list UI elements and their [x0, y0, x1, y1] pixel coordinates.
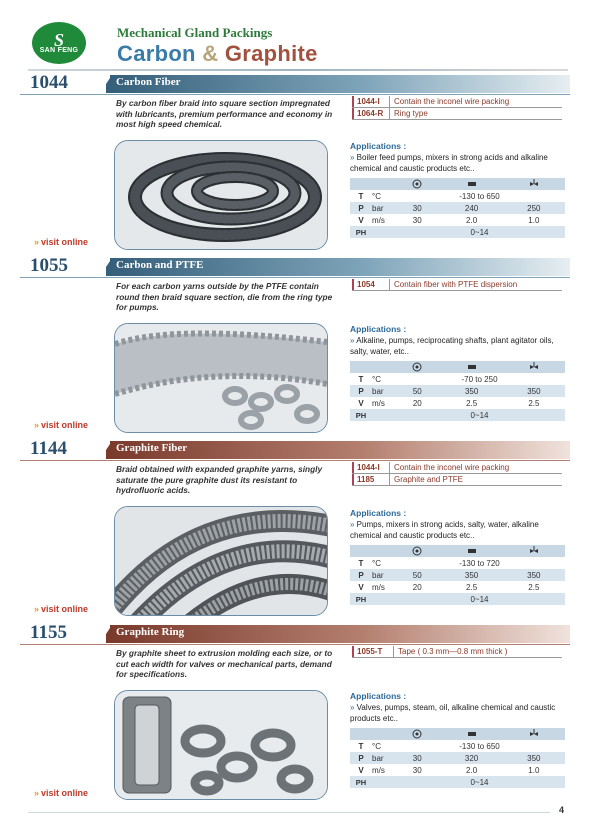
visit-online-link[interactable]: [34, 237, 88, 247]
spec-value: -130 to 720: [394, 557, 565, 569]
section-bar-1055: [20, 257, 570, 277]
spec-value: 30: [394, 764, 441, 776]
logo-mark: S: [53, 29, 64, 50]
section-number: 1155: [20, 622, 106, 644]
section-number: 1044: [20, 72, 106, 94]
spec-value: 2.5: [503, 397, 565, 409]
reciprocating-rod-icon: [441, 178, 503, 190]
visit-online-label: visit online: [41, 420, 89, 430]
visit-online-label: visit online: [41, 604, 89, 614]
variant-row: [352, 108, 562, 120]
spec-unit: °C: [372, 373, 394, 385]
spec-label-t: T: [350, 740, 372, 752]
section-description: Braid obtained with expanded graphite yarns, singly saturate the pure graphite dust its resistant to hydrofluoric acids.: [116, 464, 323, 495]
spec-value: 0~14: [394, 226, 565, 238]
section-underline: [20, 94, 570, 95]
spec-label-t: T: [350, 190, 372, 202]
variant-row: [352, 96, 562, 108]
company-logo: [32, 22, 86, 64]
braided-coil-illustration: [115, 141, 327, 249]
reciprocating-rod-icon: [441, 728, 503, 740]
spec-label-ph: PH: [350, 409, 372, 421]
spec-label-ph: PH: [350, 776, 372, 788]
spec-label-ph: PH: [350, 226, 372, 238]
applications-list: Valves, pumps, steam, oil, alkaline chemical and caustic products etc..: [350, 703, 556, 723]
applications-title: Applications :: [350, 141, 407, 151]
section-underline: [20, 644, 570, 645]
valve-icon: [503, 728, 565, 740]
arrow-icon: »: [34, 604, 40, 614]
product-image-graphite-fiber: [114, 506, 328, 616]
section-underline: [20, 460, 570, 461]
spec-label-v: V: [350, 214, 372, 226]
spec-label-t: T: [350, 557, 372, 569]
spec-unit: m/s: [372, 214, 394, 226]
arrow-icon: »: [34, 420, 40, 430]
applications-text: [350, 335, 565, 357]
arrow-icon: »: [34, 788, 40, 798]
spec-value: 240: [441, 202, 503, 214]
spec-value: 2.0: [441, 214, 503, 226]
product-image-carbon-fiber: [114, 140, 328, 250]
visit-online-link[interactable]: [34, 604, 88, 614]
rotary-pump-icon: [394, 545, 441, 557]
spec-unit: bar: [372, 385, 394, 397]
section-number: 1055: [20, 255, 106, 277]
header-divider: [28, 69, 568, 71]
visit-online-link[interactable]: [34, 420, 88, 430]
graphite-rings-illustration: [115, 691, 327, 799]
section-bar-1155: [20, 624, 570, 644]
page-number: 4: [558, 805, 564, 815]
spec-label-p: P: [350, 569, 372, 581]
spec-value: 350: [503, 385, 565, 397]
spec-value: -70 to 250: [394, 373, 565, 385]
reciprocating-rod-icon: [441, 545, 503, 557]
spec-value: 350: [441, 569, 503, 581]
section-title: Graphite Ring: [116, 626, 185, 638]
spec-value: 20: [394, 397, 441, 409]
reciprocating-rod-icon: [441, 361, 503, 373]
section-description: For each carbon yarns outside by the PTFE contain round then braid square section, die from the ring type for pumps.: [116, 281, 333, 312]
spec-value: 2.0: [441, 764, 503, 776]
page-title: [117, 41, 318, 67]
spec-value: -130 to 650: [394, 740, 565, 752]
spec-table: [350, 361, 565, 421]
variant-text: Ring type: [394, 109, 428, 118]
title-ampersand: &: [202, 41, 219, 66]
arrow-icon: »: [34, 237, 40, 247]
spec-table: [350, 728, 565, 788]
variant-code: 1185: [352, 474, 390, 485]
section-bar-1044: [20, 74, 570, 94]
ptfe-packing-illustration: [115, 324, 327, 432]
spec-table: [350, 178, 565, 238]
spec-label-p: P: [350, 752, 372, 764]
logo-text: SAN FENG: [39, 46, 79, 54]
variant-text: Contain fiber with PTFE dispersion: [394, 280, 518, 289]
variant-list: [352, 462, 562, 486]
spec-value: 350: [503, 752, 565, 764]
spec-label-t: T: [350, 373, 372, 385]
section-underline: [20, 277, 570, 278]
spec-unit: °C: [372, 740, 394, 752]
applications-text: [350, 152, 565, 174]
variant-code: 1055-T: [352, 646, 394, 657]
spec-value: 350: [441, 385, 503, 397]
applications-list: Pumps, mixers in strong acids, salty, water, alkaline chemical and caustic products etc..: [350, 520, 539, 540]
spec-value: 250: [503, 202, 565, 214]
spec-unit: bar: [372, 202, 394, 214]
bullet-icon: »: [350, 703, 357, 712]
spec-unit: °C: [372, 557, 394, 569]
bullet-icon: »: [350, 520, 357, 529]
applications-title: Applications :: [350, 324, 407, 334]
spec-value: 0~14: [394, 776, 565, 788]
bullet-icon: »: [350, 153, 357, 162]
valve-icon: [503, 545, 565, 557]
title-graphite: Graphite: [224, 41, 318, 66]
spec-value: 1.0: [503, 214, 565, 226]
applications-list: Boiler feed pumps, mixers in strong acids and alkaline chemical and caustic products etc..: [350, 153, 548, 173]
variant-row: [352, 462, 562, 474]
spec-unit: m/s: [372, 397, 394, 409]
spec-label-p: P: [350, 202, 372, 214]
spec-label-p: P: [350, 385, 372, 397]
applications-text: [350, 519, 565, 541]
spec-value: 30: [394, 214, 441, 226]
spec-value: 50: [394, 569, 441, 581]
applications-title: Applications :: [350, 508, 407, 518]
variant-text: Tape ( 0.3 mm—0.8 mm thick ): [398, 647, 508, 656]
variant-row: [352, 279, 562, 291]
rotary-pump-icon: [394, 361, 441, 373]
spec-value: 1.0: [503, 764, 565, 776]
rotary-pump-icon: [394, 178, 441, 190]
variant-list: [352, 646, 562, 658]
spec-value: 350: [503, 569, 565, 581]
variant-code: 1064-R: [352, 108, 390, 119]
footer-divider: [28, 812, 550, 813]
variant-code: 1054: [352, 279, 390, 290]
valve-icon: [503, 178, 565, 190]
section-bar-1144: [20, 440, 570, 460]
spec-unit: m/s: [372, 764, 394, 776]
applications-title: Applications :: [350, 691, 407, 701]
spec-value: 20: [394, 581, 441, 593]
spec-value: 320: [441, 752, 503, 764]
spec-label-v: V: [350, 764, 372, 776]
applications-text: [350, 702, 565, 724]
rotary-pump-icon: [394, 728, 441, 740]
visit-online-link[interactable]: [34, 788, 88, 798]
spec-label-v: V: [350, 397, 372, 409]
variant-text: Contain the inconel wire packing: [394, 463, 510, 472]
variant-row: [352, 474, 562, 486]
spec-unit: bar: [372, 752, 394, 764]
applications-list: Alkaline, pumps, reciprocating shafts, plant agitator oils, salty, water, etc..: [350, 336, 554, 356]
spec-label-v: V: [350, 581, 372, 593]
visit-online-label: visit online: [41, 788, 89, 798]
spec-unit: bar: [372, 569, 394, 581]
page-subtitle: Mechanical Gland Packings: [117, 25, 273, 40]
spec-value: 50: [394, 385, 441, 397]
variant-row: [352, 646, 562, 658]
spec-unit: m/s: [372, 581, 394, 593]
section-description: By graphite sheet to extrusion molding each size, or to cut each width for valves or mechanical parts, demand for specifications.: [116, 648, 333, 679]
variant-code: 1044-I: [352, 96, 390, 107]
spec-value: 2.5: [441, 581, 503, 593]
variant-text: Graphite and PTFE: [394, 475, 463, 484]
spec-value: 2.5: [503, 581, 565, 593]
spec-table: [350, 545, 565, 605]
spec-value: 0~14: [394, 409, 565, 421]
spec-value: 2.5: [441, 397, 503, 409]
section-title: Graphite Fiber: [116, 442, 188, 454]
graphite-braid-illustration: [115, 507, 327, 615]
spec-value: 0~14: [394, 593, 565, 605]
variant-list: [352, 279, 562, 291]
visit-online-label: visit online: [41, 237, 89, 247]
variant-code: 1044-I: [352, 462, 390, 473]
spec-unit: °C: [372, 190, 394, 202]
product-image-graphite-ring: [114, 690, 328, 800]
section-description: By carbon fiber braid into square section impregnated with lubricants, premium performance and economy in most high speed chemical.: [116, 98, 333, 129]
section-number: 1144: [20, 438, 106, 460]
variant-list: [352, 96, 562, 120]
spec-value: 30: [394, 752, 441, 764]
spec-value: 30: [394, 202, 441, 214]
product-image-carbon-ptfe: [114, 323, 328, 433]
valve-icon: [503, 361, 565, 373]
bullet-icon: »: [350, 336, 357, 345]
variant-text: Contain the inconel wire packing: [394, 97, 510, 106]
section-title: Carbon and PTFE: [116, 259, 204, 271]
title-carbon: Carbon: [117, 41, 196, 66]
spec-label-ph: PH: [350, 593, 372, 605]
spec-value: -130 to 650: [394, 190, 565, 202]
section-title: Carbon Fiber: [116, 76, 181, 88]
